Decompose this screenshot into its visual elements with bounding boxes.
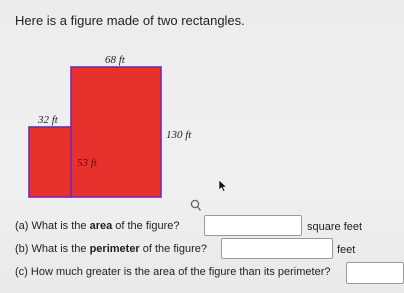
area-unit-label: square feet bbox=[307, 221, 363, 233]
perimeter-answer-input[interactable] bbox=[221, 238, 333, 259]
question-b: (b) What is the perimeter of the figure? bbox=[15, 243, 207, 255]
difference-answer-input[interactable] bbox=[346, 262, 404, 284]
right-dimension-label: 130 ft bbox=[166, 129, 192, 141]
inner-dimension-label: 53 ft bbox=[77, 157, 97, 169]
question-b-keyword: perimeter bbox=[89, 243, 140, 255]
question-a: (a) What is the area of the figure? bbox=[15, 220, 180, 232]
top-dimension-label: 68 ft bbox=[105, 54, 125, 66]
magnifier-cursor-icon bbox=[190, 199, 202, 213]
perimeter-unit-label: feet bbox=[337, 244, 356, 256]
intro-text: Here is a figure made of two rectangles. bbox=[15, 13, 245, 28]
question-c: (c) How much greater is the area of the figure than its perimeter? bbox=[15, 266, 331, 278]
left-rectangle bbox=[29, 127, 71, 197]
question-a-keyword: area bbox=[89, 220, 113, 232]
mouse-pointer-icon bbox=[217, 179, 229, 193]
right-rectangle bbox=[71, 67, 161, 197]
area-answer-input[interactable] bbox=[204, 215, 302, 236]
left-dimension-label: 32 ft bbox=[38, 114, 58, 126]
